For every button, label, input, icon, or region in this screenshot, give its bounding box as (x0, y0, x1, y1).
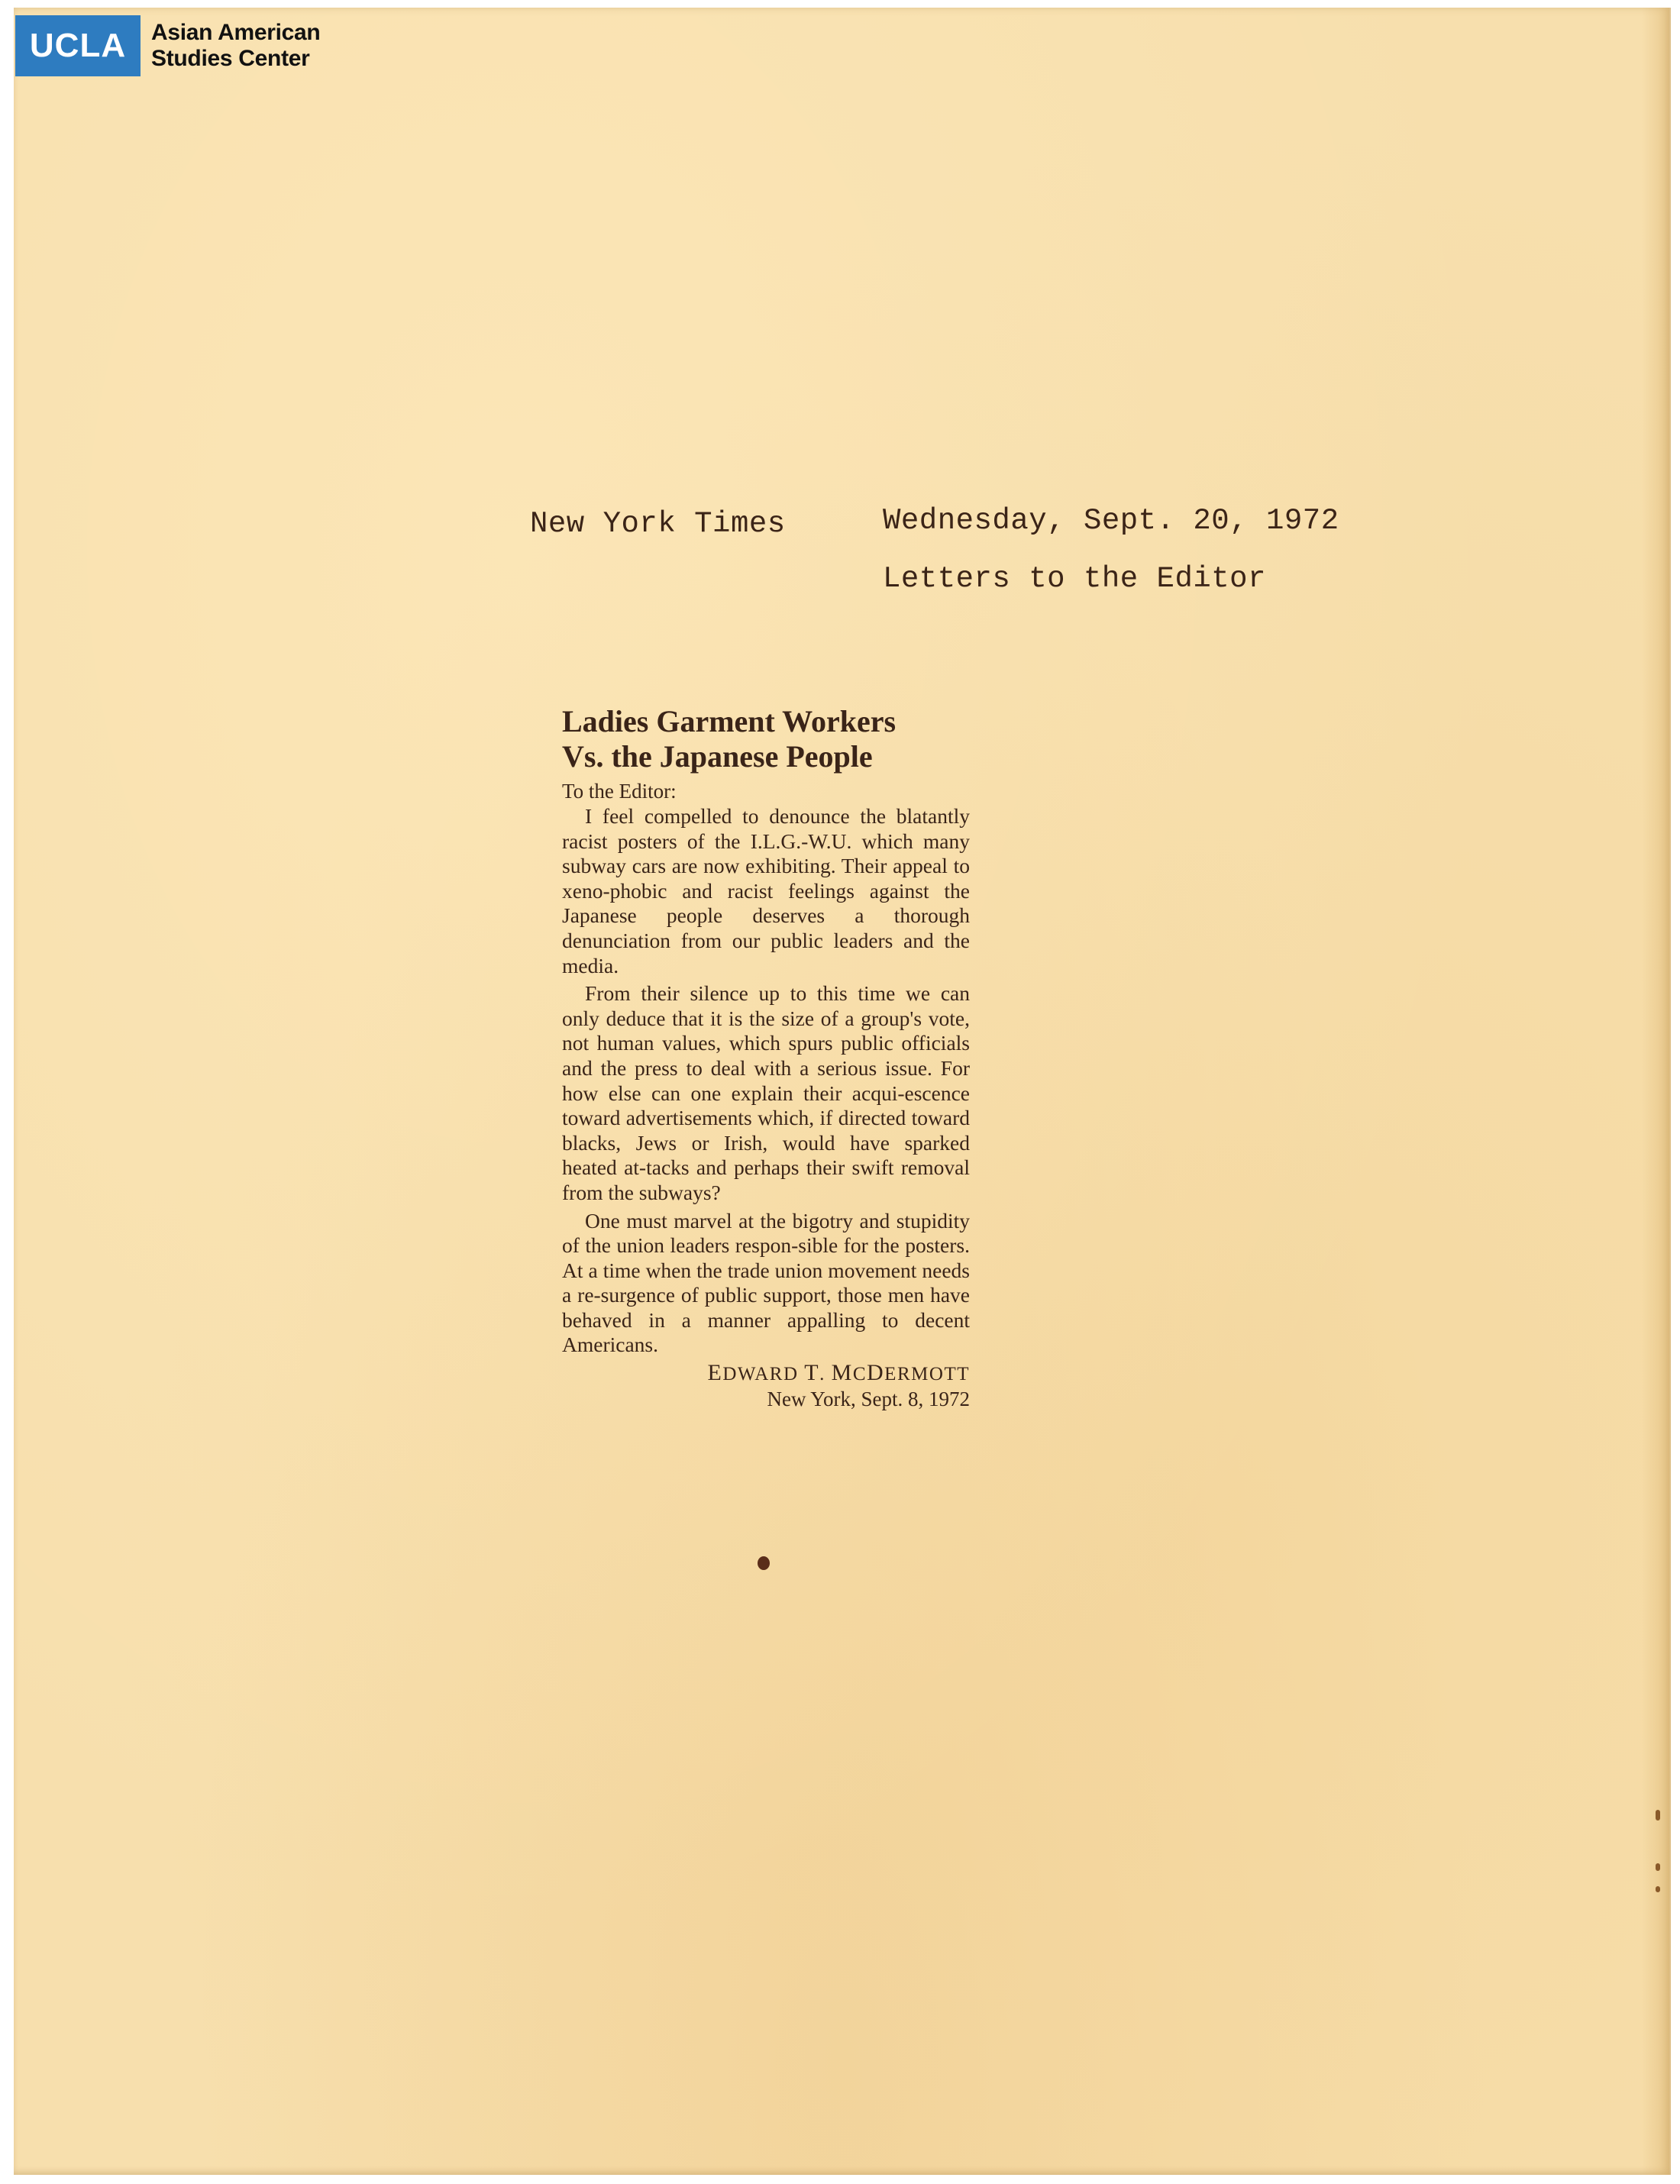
logo-mark: UCLA (15, 15, 141, 76)
headline-line-2: Vs. the Japanese People (562, 739, 873, 774)
letter-salutation: To the Editor: (562, 780, 677, 803)
paper-edge-shadow (1642, 8, 1669, 2175)
letter-paragraph: One must marvel at the bigotry and stupidity of the union leaders respon-sible for the posters. At a time when the trade union movement needs a re-surgence of public support, those men have behaved in a manner appalling to decent Americans. (562, 1208, 970, 1357)
newspaper-source: New York Times (530, 507, 786, 541)
ucla-logo (15, 15, 320, 76)
newspaper-section: Letters to the Editor (883, 562, 1266, 596)
edge-stain (1656, 1810, 1660, 1821)
logo-text (151, 15, 320, 76)
end-mark (758, 1556, 770, 1570)
edge-stain (1656, 1886, 1660, 1892)
signature-name: EDWARD T. MCDERMOTT (707, 1360, 970, 1386)
publication-date: Wednesday, Sept. 20, 1972 (883, 504, 1339, 538)
letter-paragraph: I feel compelled to denounce the blatantly racist posters of the I.L.G.-W.U. which many subway cars are now exhibiting. Their appeal to xeno-phobic and racist feelings against the Japanese people deserves a thorough denunciation from our public leaders and the media. (562, 804, 970, 977)
logo-line-2: Studies Center (151, 46, 310, 71)
headline-line-1: Ladies Garment Workers (562, 704, 897, 738)
signature-place: New York, Sept. 8, 1972 (767, 1388, 970, 1411)
edge-stain (1656, 1863, 1660, 1871)
newspaper-clipping (562, 704, 970, 1411)
letter-paragraph: From their silence up to this time we can only deduce that it is the size of a group's vote, not human values, which spurs public officials and the press to deal with a serious issue. For how else can one explain their acqui-escence toward advertisements which, if directed toward blacks, Jews or Irish, would have sparked heated at-tacks and perhaps their swift removal from the subways? (562, 981, 970, 1204)
logo-line-1: Asian American (151, 20, 321, 45)
